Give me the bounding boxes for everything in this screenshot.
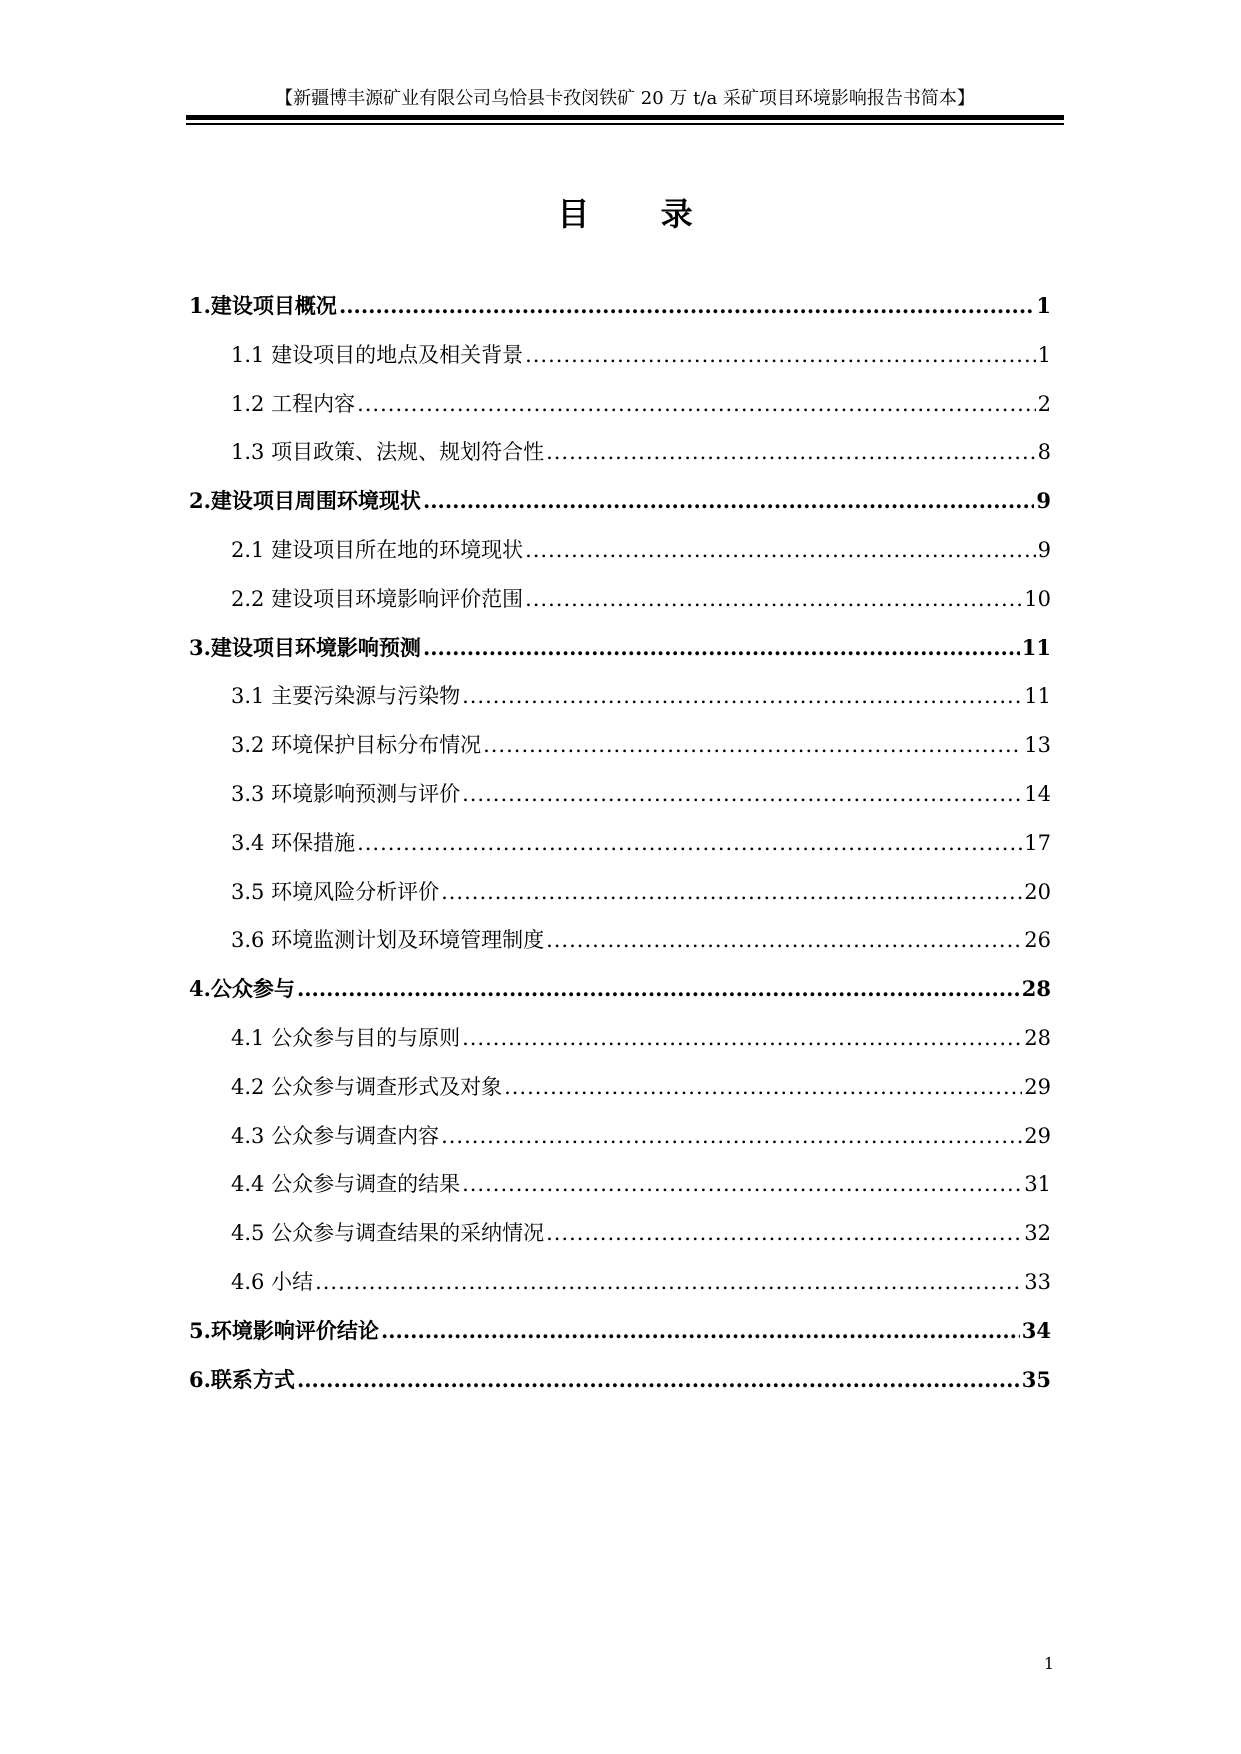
toc-entry-page: 26: [1024, 928, 1051, 953]
toc-entry-page: 11: [1021, 634, 1051, 660]
toc-section-entry[interactable]: [231, 436, 1051, 466]
toc-entry-page: 28: [1021, 976, 1051, 1002]
toc-section-entry[interactable]: [231, 1071, 1051, 1101]
header-rule-thick: [186, 115, 1064, 120]
toc-entry-label: 3.1 主要污染源与污染物: [231, 684, 461, 709]
toc-dot-leader: [462, 686, 1022, 707]
toc-dot-leader: [381, 1320, 1020, 1341]
toc-section-entry[interactable]: [231, 729, 1051, 759]
toc-entry-page: 34: [1021, 1317, 1051, 1343]
toc-entry-page: 8: [1037, 440, 1051, 465]
toc-entry-label: 3.6 环境监测计划及环境管理制度: [231, 928, 545, 953]
toc-dot-leader: [462, 1174, 1022, 1195]
toc-section-entry[interactable]: [231, 778, 1051, 808]
running-header: 【新疆博丰源矿业有限公司乌恰县卡孜闵铁矿 20 万 t/a 采矿项目环境影响报告书简本】: [275, 88, 975, 109]
toc-section-entry[interactable]: [231, 876, 1051, 906]
toc-dot-leader: [525, 589, 1022, 610]
toc-dot-leader: [525, 540, 1036, 561]
toc-entry-page: 9: [1037, 538, 1051, 562]
toc-entry-page: 29: [1024, 1123, 1051, 1148]
toc-entry-label: 1.1 建设项目的地点及相关背景: [231, 342, 524, 367]
toc-entry-label: 6.联系方式: [189, 1366, 295, 1392]
toc-entry-page: 10: [1024, 586, 1051, 611]
toc-dot-leader: [525, 345, 1036, 366]
toc-entry-label: 3.5 环境风险分析评价: [231, 879, 440, 904]
toc-entry-label: 4.1 公众参与目的与原则: [231, 1026, 461, 1050]
toc-entry-page: 1: [1037, 342, 1051, 367]
toc-entry-label: 1.2 工程内容: [231, 391, 356, 416]
toc-dot-leader: [546, 930, 1022, 951]
toc-dot-leader: [315, 1272, 1022, 1293]
toc-entry-label: 4.3 公众参与调查内容: [231, 1123, 440, 1148]
toc-entry-page: 32: [1024, 1221, 1051, 1246]
toc-entry-label: 4.6 小结: [231, 1270, 314, 1294]
toc-entry-page: 28: [1024, 1026, 1051, 1050]
toc-entry-label: 1.建设项目概况: [189, 293, 337, 318]
toc-section-entry[interactable]: [231, 827, 1051, 857]
toc-dot-leader: [441, 1126, 1022, 1147]
toc-section-entry[interactable]: [231, 339, 1051, 369]
toc-entry-page: 20: [1024, 879, 1051, 904]
toc-entry-label: 1.3 项目政策、法规、规划符合性: [231, 440, 545, 465]
toc-chapter-entry[interactable]: [189, 290, 1051, 320]
toc-dot-leader: [357, 833, 1022, 854]
toc-chapter-entry[interactable]: [189, 973, 1051, 1003]
toc-dot-leader: [423, 490, 1034, 511]
toc-section-entry[interactable]: [231, 1120, 1051, 1150]
toc-chapter-entry[interactable]: [189, 1364, 1051, 1394]
toc-entry-label: 4.2 公众参与调查形式及对象: [231, 1074, 503, 1099]
toc-entry-label: 4.5 公众参与调查结果的采纳情况: [231, 1221, 545, 1246]
toc-entry-page: 33: [1024, 1270, 1051, 1294]
toc-entry-page: 11: [1024, 684, 1051, 709]
toc-section-entry[interactable]: [231, 680, 1051, 710]
toc-entry-label: 5.环境影响评价结论: [189, 1317, 379, 1343]
toc-section-entry[interactable]: [231, 583, 1051, 613]
toc-entry-page: 31: [1024, 1172, 1051, 1197]
toc-entry-page: 9: [1036, 488, 1051, 514]
toc-entry-label: 3.建设项目环境影响预测: [189, 634, 421, 660]
toc-entry-label: 2.1 建设项目所在地的环境现状: [231, 538, 524, 562]
page-number: 1: [1043, 1654, 1054, 1673]
toc-dot-leader: [339, 295, 1034, 316]
toc-dot-leader: [462, 1028, 1022, 1049]
toc-dot-leader: [297, 1369, 1020, 1390]
toc-dot-leader: [441, 882, 1022, 903]
toc-dot-leader: [357, 394, 1036, 415]
toc-entry-page: 35: [1021, 1366, 1051, 1392]
toc-dot-leader: [462, 784, 1022, 805]
toc-entry-label: 3.4 环保措施: [231, 830, 356, 855]
header-rule-thin: [186, 123, 1064, 125]
toc-chapter-entry[interactable]: [189, 632, 1051, 662]
toc-chapter-entry[interactable]: [189, 1315, 1051, 1345]
toc-section-entry[interactable]: [231, 388, 1051, 418]
toc-section-entry[interactable]: [231, 1022, 1051, 1052]
toc-entry-label: 4.公众参与: [189, 976, 295, 1002]
toc-dot-leader: [483, 735, 1022, 756]
toc-section-entry[interactable]: [231, 534, 1051, 564]
toc-dot-leader: [423, 637, 1020, 658]
toc-section-entry[interactable]: [231, 1217, 1051, 1247]
toc-entry-page: 1: [1036, 293, 1051, 318]
toc-chapter-entry[interactable]: [189, 485, 1051, 515]
toc-entry-page: 2: [1037, 391, 1051, 416]
toc-dot-leader: [297, 978, 1020, 999]
toc-entry-label: 3.3 环境影响预测与评价: [231, 782, 461, 806]
toc-entry-label: 3.2 环境保护目标分布情况: [231, 733, 482, 758]
toc-entry-page: 13: [1024, 733, 1051, 758]
toc-dot-leader: [546, 1223, 1022, 1244]
toc-entry-page: 14: [1024, 782, 1051, 806]
toc-entry-label: 2.2 建设项目环境影响评价范围: [231, 586, 524, 611]
toc-section-entry[interactable]: [231, 924, 1051, 954]
toc-dot-leader: [504, 1077, 1022, 1098]
toc-section-entry[interactable]: [231, 1266, 1051, 1296]
toc-entry-label: 4.4 公众参与调查的结果: [231, 1172, 461, 1197]
toc-title: 目 录: [557, 195, 723, 233]
toc-dot-leader: [546, 442, 1036, 463]
toc-entry-page: 29: [1024, 1074, 1051, 1099]
toc-section-entry[interactable]: [231, 1168, 1051, 1198]
toc-entry-page: 17: [1024, 830, 1051, 855]
toc-entry-label: 2.建设项目周围环境现状: [189, 488, 421, 514]
